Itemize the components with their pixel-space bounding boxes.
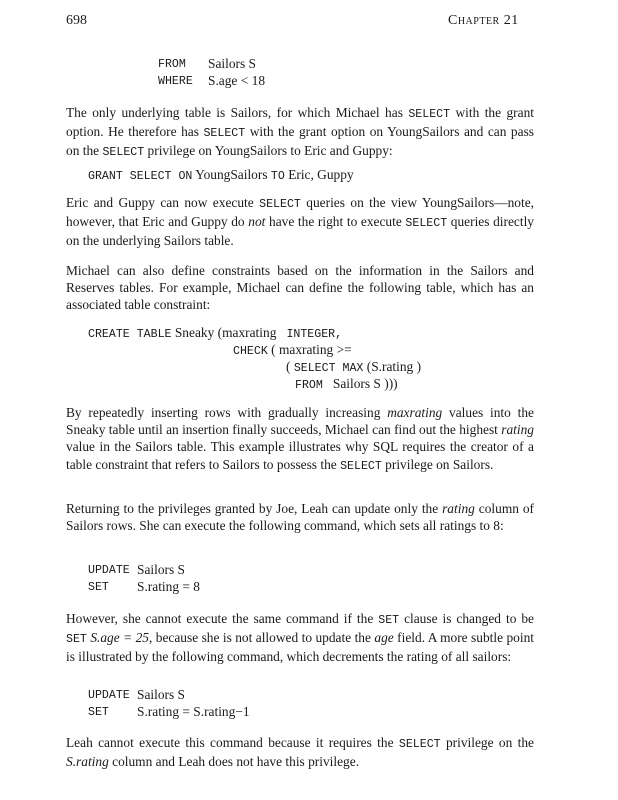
sql-set-keyword: SET [88, 706, 109, 719]
sql-update-keyword: UPDATE [88, 564, 130, 577]
page-number: 698 [66, 13, 87, 28]
text-run: Returning to the privileges granted by Joe, Leah can update only the [66, 501, 443, 516]
sql-update-keyword: UPDATE [88, 689, 130, 702]
sql-where-keyword: WHERE [158, 75, 193, 88]
sql-update-value: Sailors S [137, 562, 185, 577]
emphasis: age [374, 630, 394, 646]
text-run: privilege on Sailors. [381, 456, 494, 472]
text-run: By repeatedly inserting rows with gradually increasing [66, 405, 388, 420]
paragraph-4 [66, 404, 534, 475]
emphasis: maxrating [387, 405, 443, 420]
text-run: field. A more subtle point is illustrated by the following command, which decrements the rating of all sailors: [66, 630, 534, 665]
emphasis: S.age = 25 [90, 630, 149, 646]
text-run: The only underlying table is Sailors, for which Michael has [66, 105, 409, 120]
text-run: , because she is not allowed to update the [148, 630, 375, 646]
sql-keyword: SELECT [408, 108, 451, 121]
paragraph-6 [66, 610, 534, 666]
sql-set-value: S.rating = S.rating−1 [137, 704, 250, 719]
text-run: queries on the view YoungSailors—note, however, that Eric and Guppy do [66, 195, 535, 230]
text-run: privilege on the [440, 735, 534, 750]
sql-keyword: SELECT MAX [293, 362, 364, 375]
emphasis: rating [442, 501, 475, 516]
sql-where-value: S.age < 18 [208, 73, 266, 88]
sql-keyword: SELECT [203, 127, 246, 141]
select-expression: (S.rating ) [366, 359, 422, 374]
text-run: value in the Sailors table. This example illustrates why SQL requires the creator of a table constraint that refers to Sailors to possess the [66, 439, 534, 472]
text-run: have the right to execute [265, 214, 406, 230]
sql-keyword: CREATE TABLE [88, 328, 172, 341]
paragraph-3: Michael can also define constraints based on the information in the Sailors and Reserves tables. For example, Michael can define the following table, which has an associated table constraint: [66, 263, 534, 313]
text-run: Leah cannot execute this command because it requires the [66, 735, 399, 750]
text-run: Eric and Guppy can now execute [66, 195, 260, 210]
text-run: privilege on YoungSailors to Eric and Guppy: [144, 143, 393, 159]
paragraph-7 [66, 734, 534, 770]
text-run: values into the Sneaky table until an insertion finally succeeds, Michael can find out the highest [66, 405, 534, 438]
sql-type: INTEGER, [286, 328, 343, 341]
from-expression: Sailors S ))) [332, 376, 398, 391]
emphasis: rating [501, 422, 534, 438]
sql-keyword: SELECT [259, 198, 301, 211]
text-run: with the grant option on YoungSailors and can pass on the [66, 124, 534, 159]
table-name: Sneaky [174, 325, 215, 340]
text-run: column and Leah does not have this privilege. [108, 754, 360, 770]
sql-keyword: SET [66, 633, 87, 647]
sql-keyword: SELECT [102, 146, 145, 160]
check-expression: ( maxrating >= [271, 342, 352, 357]
sql-set-keyword: SET [88, 581, 109, 594]
grant-statement [88, 166, 354, 185]
emphasis: not [248, 214, 266, 230]
sql-keyword: GRANT SELECT ON [88, 170, 193, 183]
sql-from-keyword: FROM [158, 58, 186, 71]
chapter-heading: Chapter 21 [448, 13, 519, 28]
sql-keyword: CHECK [233, 345, 268, 358]
text-run: clause is changed to be [399, 611, 534, 626]
text-run: column of Sailors rows. She can execute the following command, which sets all ratings to 8: [66, 501, 534, 534]
paragraph-1 [66, 104, 534, 162]
column-name: (maxrating [217, 325, 277, 340]
sql-keyword: SET [378, 614, 400, 627]
emphasis: S.rating [66, 754, 109, 770]
paragraph-5 [66, 500, 534, 534]
sql-update-value: Sailors S [137, 687, 185, 702]
text-run: However, she cannot execute the same command if the [66, 611, 379, 626]
sql-keyword: SELECT [405, 217, 448, 231]
sql-keyword: TO [270, 170, 285, 183]
sql-keyword: FROM [295, 379, 323, 392]
grantees: Eric, Guppy [288, 167, 354, 182]
create-line-4 [295, 375, 398, 394]
text-run: with the grant option. He therefore has [66, 105, 534, 140]
paren: ( [286, 359, 294, 374]
sql-set-value: S.rating = 8 [137, 579, 200, 594]
sql-keyword: SELECT [340, 459, 382, 473]
paragraph-2 [66, 194, 534, 250]
sql-keyword: SELECT [398, 738, 441, 751]
text-run: queries directly on the underlying Sailors table. [66, 214, 534, 249]
sql-from-value: Sailors S [208, 56, 256, 71]
view-name: YoungSailors [195, 167, 268, 182]
